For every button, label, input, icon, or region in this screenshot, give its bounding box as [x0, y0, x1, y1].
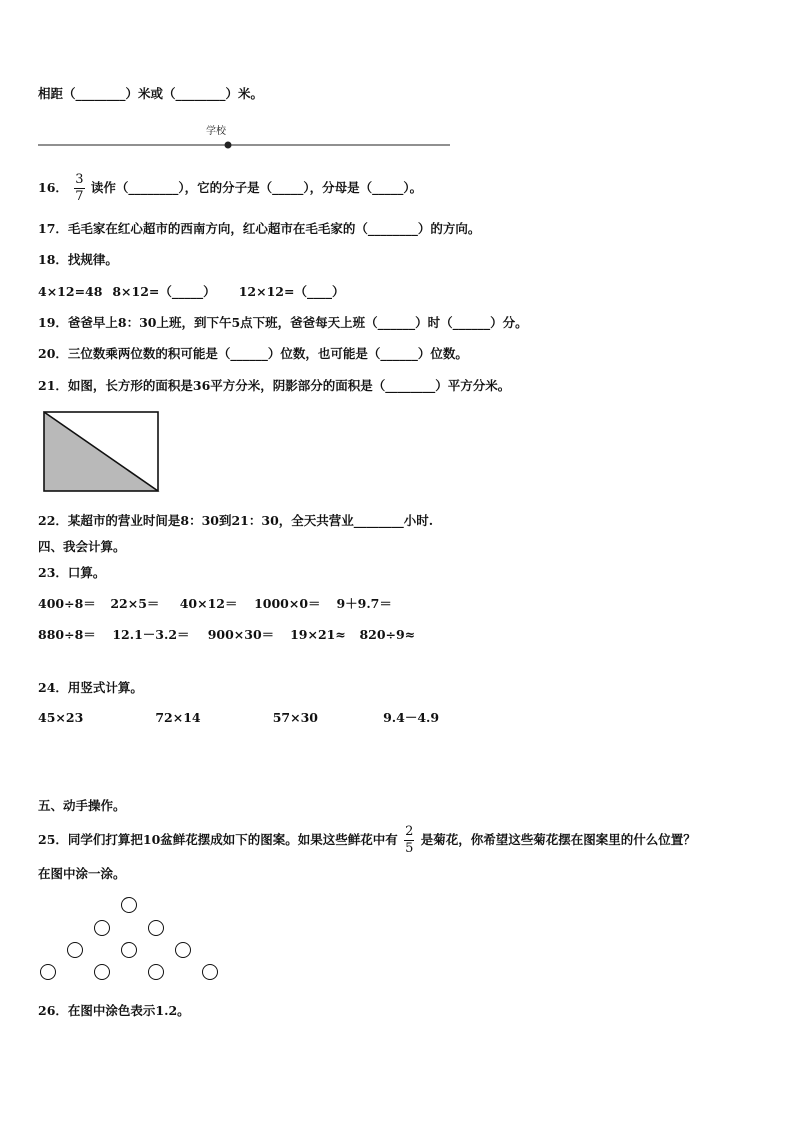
section-4-title: 四、我会计算。 [38, 539, 126, 554]
q23-row-1 [38, 594, 392, 612]
flower-circle[interactable] [67, 942, 83, 958]
calc-item: 12.1－3.2＝ [112, 627, 190, 642]
fraction-2-5 [404, 824, 414, 857]
calc-item: 45×23 [38, 710, 84, 725]
q20: 20．三位数乘两位数的积可能是（______）位数，也可能是（______）位数。 [38, 346, 468, 361]
q18-item: 4×12=48 [38, 284, 103, 299]
calc-item: 900×30＝ [207, 627, 275, 642]
fraction-numerator: 2 [405, 824, 414, 839]
school-label: 学校 [206, 126, 226, 137]
flower-circle[interactable] [175, 942, 191, 958]
q25-instruction: 在图中涂一涂。 [38, 866, 126, 881]
flower-circle[interactable] [121, 897, 137, 913]
flower-circle[interactable] [121, 942, 137, 958]
calc-item: 1000×0＝ [254, 596, 321, 611]
fraction-denominator: 5 [405, 841, 414, 856]
fraction-denominator: 7 [75, 189, 84, 204]
q24-row [38, 708, 439, 726]
calc-item: 57×30 [272, 710, 318, 725]
calc-item: 9.4－4.9 [383, 710, 440, 725]
q24: 24．用竖式计算。 [38, 680, 143, 695]
flower-circle[interactable] [40, 964, 56, 980]
q23: 23．口算。 [38, 565, 106, 580]
flower-circle[interactable] [202, 964, 218, 980]
q25 [38, 824, 696, 857]
calc-item: 19×21≈ [290, 627, 346, 642]
q26: 26．在图中涂色表示1.2。 [38, 1003, 190, 1018]
q17: 17．毛毛家在红心超市的西南方向，红心超市在毛毛家的（________）的方向。 [38, 221, 481, 236]
rectangle-figure [43, 411, 161, 493]
flower-circle[interactable] [94, 964, 110, 980]
q25-prefix: 25．同学们打算把10盆鲜花摆成如下的图案。如果这些鲜花中有 [38, 832, 398, 847]
school-point [225, 142, 232, 149]
calc-item: 880÷8＝ [38, 627, 96, 642]
q18: 18．找规律。 [38, 252, 118, 267]
q16-prefix: 16． [38, 180, 68, 195]
section-5-title: 五、动手操作。 [38, 798, 126, 813]
q19: 19．爸爸早上8：30上班，到下午5点下班，爸爸每天上班（______）时（______）分。 [38, 315, 528, 330]
flower-circle[interactable] [148, 964, 164, 980]
calc-item: 820÷9≈ [359, 627, 416, 642]
q23-row-2 [38, 625, 415, 643]
calc-item: 9＋9.7＝ [336, 596, 392, 611]
q16-suffix: 读作（________），它的分子是（_____），分母是（_____）。 [90, 180, 423, 195]
flower-circle[interactable] [94, 920, 110, 936]
q16 [38, 172, 422, 205]
q21: 21．如图，长方形的面积是36平方分米，阴影部分的面积是（________）平方分米。 [38, 378, 511, 393]
q15-text: 相距（________）米或（________）米。 [38, 86, 264, 101]
calc-item: 400÷8＝ [38, 596, 96, 611]
q18-item: 8×12=（_____） [112, 284, 216, 299]
q22: 22．某超市的营业时间是8：30到21：30，全天共营业________小时. [38, 513, 434, 528]
q25-suffix: 是菊花，你希望这些菊花摆在图案里的什么位置？ [420, 832, 696, 847]
q18-item: 12×12=（____） [238, 284, 345, 299]
flower-circle[interactable] [148, 920, 164, 936]
fraction-numerator: 3 [75, 172, 84, 187]
calc-item: 22×5＝ [110, 596, 160, 611]
calc-item: 40×12＝ [179, 596, 238, 611]
calc-item: 72×14 [155, 710, 201, 725]
q18-row [38, 282, 344, 300]
fraction-3-7 [74, 172, 84, 205]
school-line-figure [38, 118, 453, 158]
